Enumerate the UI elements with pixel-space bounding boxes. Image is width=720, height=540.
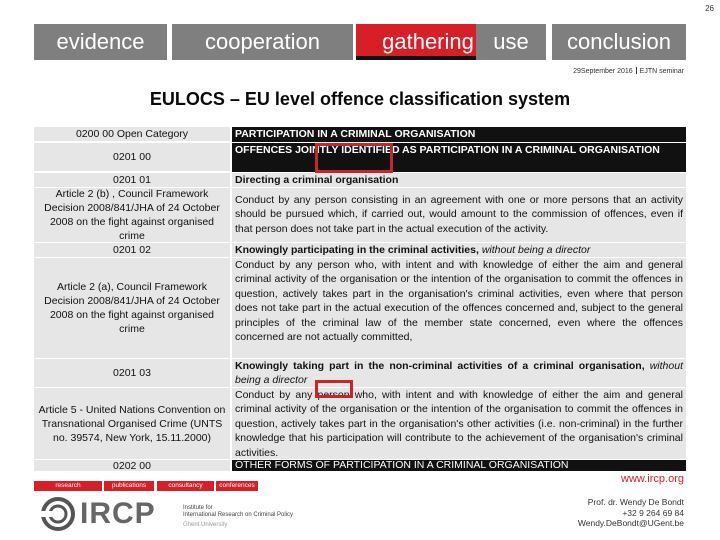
table-row-label: 0202 00 [34, 460, 230, 471]
tab-label: conclusion [567, 29, 671, 54]
page-number: 26 [705, 4, 714, 13]
tab-use[interactable] [476, 24, 546, 60]
tab-label: evidence [56, 29, 145, 54]
contact-block [578, 497, 684, 529]
table-row-content: OTHER FORMS OF PARTICIPATION IN A CRIMINAL ORGANISATION [232, 460, 686, 471]
table-row-content: Conduct by any person who, with intent and with knowledge of either the aim and general criminal activity of the organisation or the intention of the organisation to commit the offences in question, actively takes part in the organisation's other activities (i.e. non-criminal) in the further knowledge that his participation will contribute to the achievement of the organisation's criminal activities. [232, 388, 686, 459]
table-row-label: 0201 02 [34, 243, 230, 257]
meta-date: 29September 2016 [573, 68, 633, 75]
table-row-content [232, 243, 686, 257]
website-link[interactable]: www.ircp.org [621, 473, 684, 485]
footer-tab-conferences[interactable]: conferences [216, 481, 258, 491]
ircp-logo-icon [40, 497, 76, 531]
logo-wordmark: IRCP [80, 497, 156, 530]
table-row-label: 0200 00 Open Category [34, 127, 230, 141]
contact-name: Prof. dr. Wendy De Bondt [587, 497, 684, 507]
tab-label: use [493, 29, 529, 54]
ircp-logo [40, 497, 294, 533]
contact-email[interactable]: Wendy.DeBondt@UGent.be [577, 518, 684, 528]
table-row-content: PARTICIPATION IN A CRIMINAL ORGANISATION [232, 127, 686, 142]
footer-tab-publications[interactable]: publications [104, 481, 154, 491]
table-row-content: Conduct by any person consisting in an agreement with one or more persons that an activity should be pursued which, if carried out, would amount to the commission of offences, even if that person does not take part in the actual execution of the activity. [232, 188, 686, 242]
top-navigation [34, 24, 686, 60]
table-row-label: 0201 01 [34, 173, 230, 187]
footer-tab-research[interactable]: research [34, 481, 102, 491]
meta-line [573, 67, 684, 75]
logo-subtitle: Institute for [183, 505, 213, 511]
classification-table [34, 127, 686, 471]
row-text: Knowingly taking part in the non-criminal activities of a criminal organisation, [235, 360, 645, 372]
tab-cooperation[interactable] [172, 24, 353, 60]
table-row-label: Article 2 (a), Council Framework Decision 2008/841/JHA of 24 October 2008 on the fight against organised crime [34, 258, 230, 358]
logo-subtitle: Ghent University [183, 522, 228, 528]
contact-phone: +32 9 264 69 84 [622, 507, 684, 518]
meta-event: EJTN seminar [639, 68, 684, 75]
footer-tab-consultancy[interactable]: consultancy [157, 481, 214, 491]
tab-label: gathering [382, 29, 474, 54]
highlight-box [315, 380, 353, 398]
highlight-box [315, 143, 393, 173]
table-row-label: Article 5 - United Nations Convention on Transnational Organised Crime (UNTS no. 39574, New York, 15.11.2000) [34, 388, 230, 459]
meta-separator [636, 67, 637, 74]
tab-label: cooperation [205, 29, 320, 54]
page-title: EULOCS – EU level offence classification system [149, 89, 571, 109]
table-row-label: 0201 03 [34, 359, 230, 387]
table-row-label: Article 2 (b) , Council Framework Decision 2008/841/JHA of 24 October 2008 on the fight against organised crime [34, 188, 230, 242]
row-text: Knowingly participating in the criminal activities, [235, 244, 479, 256]
table-row-label: 0201 00 [34, 143, 230, 171]
row-note: without being a director [235, 360, 683, 387]
tab-conclusion[interactable] [552, 24, 686, 60]
logo-subtitle: International Research on Criminal Policy [183, 512, 294, 518]
table-row-content: Conduct by any person who, with intent and with knowledge of either the aim and general criminal activity of the organisation or the intention of the organisation to commit the offences in question, actively takes part in the organisation's criminal activities, even where that person does not take part in the actual execution of the offences concerned and, subject to the general principles of the criminal law of the member state concerned, even where the offences concerned are not actually committed, [232, 258, 686, 358]
table-row-content: OFFENCES JOINTLY IDENTIFIED AS PARTICIPATION IN A CRIMINAL ORGANISATION [232, 143, 686, 172]
tab-evidence[interactable] [34, 24, 167, 60]
table-row-content [232, 359, 686, 387]
row-note: without being a director [481, 244, 591, 256]
table-row-content: Directing a criminal organisation [232, 173, 686, 187]
